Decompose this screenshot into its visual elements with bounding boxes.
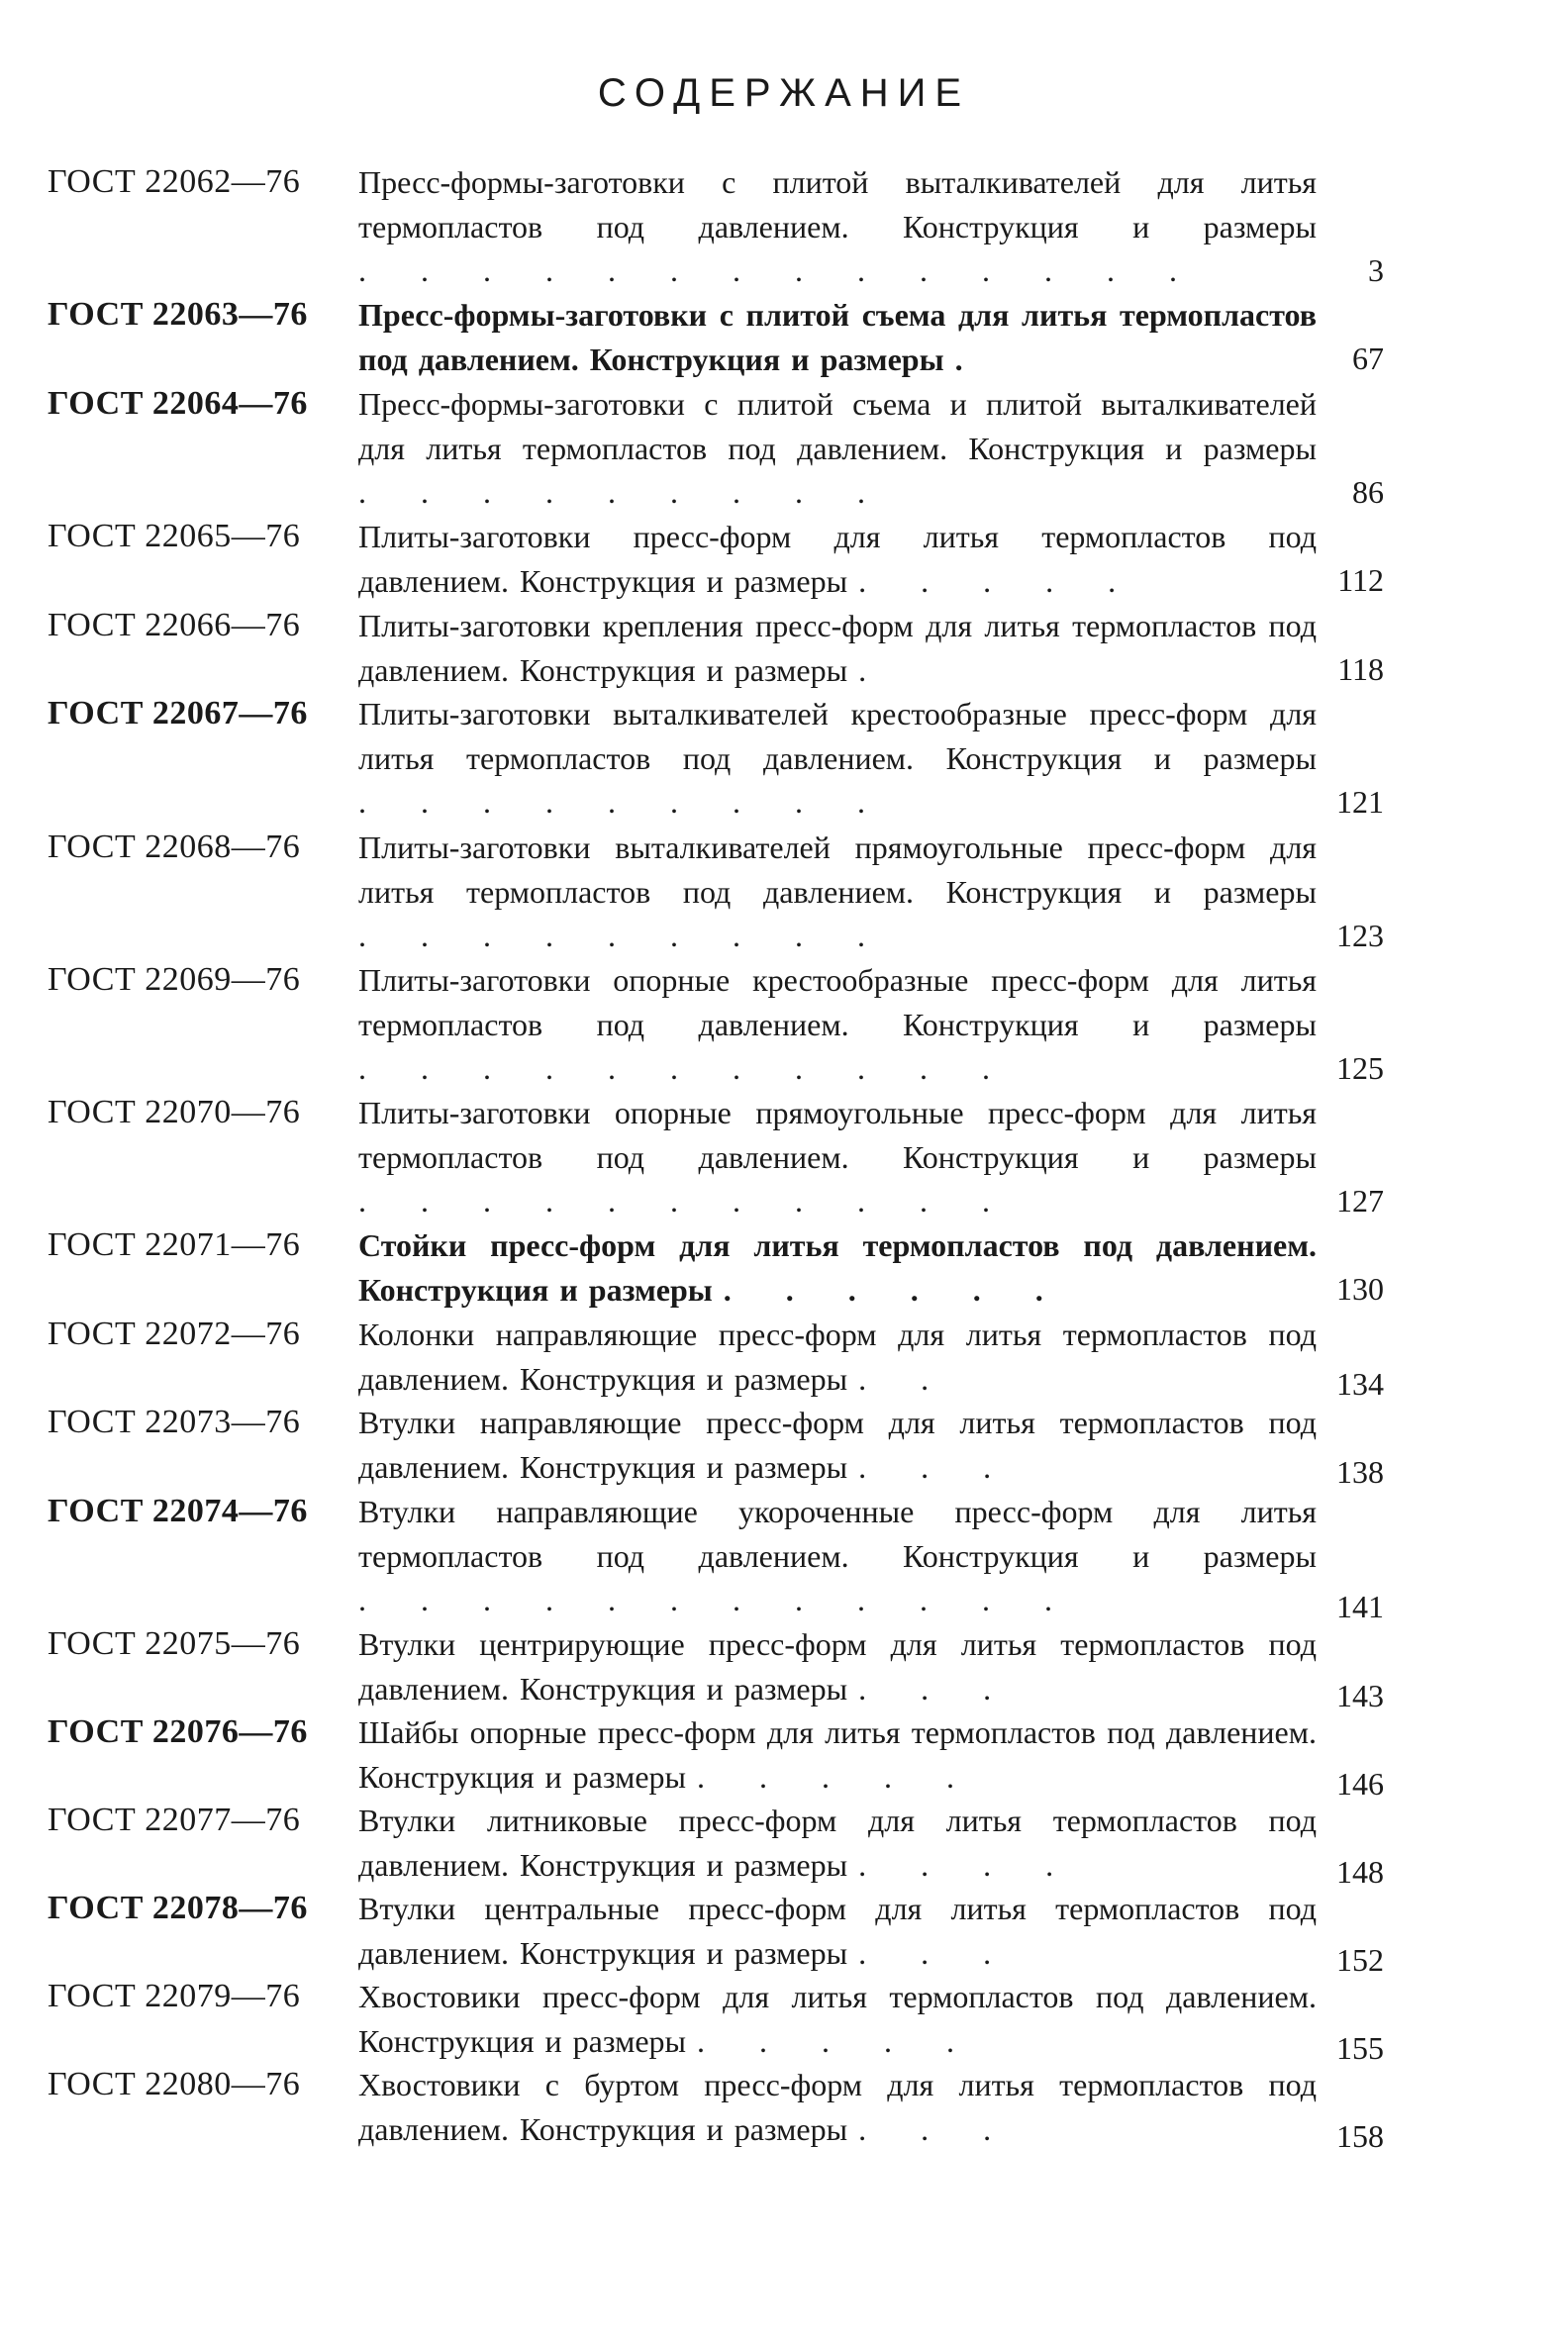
gost-code: ГОСТ 22074—76 [48, 1493, 308, 1529]
entry-title: Плиты-заготовки выталкивателей крестообразные пресс-форм для литья термопластов под давлением. Конструкция и размеры . . . . . . . . . [358, 696, 1317, 820]
entry-text: Плиты-заготовки опорные прямоугольные пресс-форм для литья термопластов под давлением. Конструкция и размеры [358, 1095, 1317, 1175]
gost-code: ГОСТ 22069—76 [48, 961, 301, 998]
entry-title: Втулки литниковые пресс-форм для литья термопластов под давлением. Конструкция и размеры . . . . [358, 1803, 1317, 1883]
gost-code: ГОСТ 22076—76 [48, 1713, 308, 1750]
entry-title: Хвостовики пресс-форм для литья термопластов под давлением. Конструкция и размеры . . . . . [358, 1979, 1317, 2059]
entry-text: Втулки направляющие пресс-форм для литья термопластов под давлением. Конструкция и размеры [358, 1405, 1317, 1485]
entry-text: Плиты-заготовки пресс-форм для литья термопластов под давлением. Конструкция и размеры [358, 519, 1317, 599]
entry-title: Втулки центральные пресс-форм для литья термопластов под давлением. Конструкция и размеры . . . [358, 1891, 1317, 1971]
entry-title: Втулки направляющие укороченные пресс-форм для литья термопластов под давлением. Конструкция и размеры . . . . . . . . . . . . [358, 1494, 1317, 1617]
page-number: 130 [1336, 1271, 1384, 1307]
entry-text: Пресс-формы-заготовки с плитой выталкивателей для литья термопластов под давлением. Конструкция и размеры [358, 164, 1317, 244]
page-number: 112 [1337, 562, 1384, 598]
entry-title: Колонки направляющие пресс-форм для литья термопластов под давлением. Конструкция и размеры . . [358, 1317, 1317, 1397]
gost-code: ГОСТ 22063—76 [48, 296, 308, 333]
gost-code: ГОСТ 22062—76 [48, 163, 301, 200]
gost-code: ГОСТ 22077—76 [48, 1802, 301, 1838]
page-number: 155 [1336, 2030, 1384, 2066]
entry-text: Плиты-заготовки выталкивателей крестообразные пресс-форм для литья термопластов под давлением. Конструкция и размеры [358, 696, 1317, 776]
entry-title: Плиты-заготовки опорные крестообразные пресс-форм для литья термопластов под давлением. Конструкция и размеры . . . . . . . . . . . [358, 962, 1317, 1086]
entry-text: Пресс-формы-заготовки с плитой съема для литья термопластов под давлением. Конструкция и размеры [358, 297, 1317, 377]
page-number: 138 [1336, 1454, 1384, 1490]
gost-code: ГОСТ 22068—76 [48, 829, 301, 865]
page-number: 118 [1337, 651, 1384, 687]
page-number: 141 [1336, 1589, 1384, 1624]
page-number: 121 [1336, 784, 1384, 820]
gost-code: ГОСТ 22071—76 [48, 1226, 301, 1263]
page-number: 158 [1336, 2118, 1384, 2154]
gost-code: ГОСТ 22080—76 [48, 2066, 301, 2102]
page-number: 127 [1336, 1183, 1384, 1219]
gost-code: ГОСТ 22064—76 [48, 385, 308, 422]
entry-text: Хвостовики пресс-форм для литья термопластов под давлением. Конструкция и размеры [358, 1979, 1317, 2059]
entry-title: Плиты-заготовки опорные прямоугольные пресс-форм для литья термопластов под давлением. Конструкция и размеры . . . . . . . . . . . [358, 1095, 1317, 1219]
page-number: 134 [1336, 1366, 1384, 1402]
entry-title: Хвостовики с буртом пресс-форм для литья термопластов под давлением. Конструкция и размеры . . . [358, 2067, 1317, 2147]
gost-code: ГОСТ 22067—76 [48, 695, 308, 732]
entry-text: Хвостовики с буртом пресс-форм для литья термопластов под давлением. Конструкция и размеры [358, 2067, 1317, 2147]
page-number: 67 [1352, 341, 1384, 376]
page-number: 125 [1336, 1050, 1384, 1086]
entry-title: Пресс-формы-заготовки с плитой выталкивателей для литья термопластов под давлением. Конструкция и размеры . . . . . . . . . . . . . . [358, 164, 1317, 288]
entry-text: Колонки направляющие пресс-форм для литья термопластов под давлением. Конструкция и размеры [358, 1317, 1317, 1397]
entry-text: Втулки центральные пресс-форм для литья термопластов под давлением. Конструкция и размеры [358, 1891, 1317, 1971]
page-number: 86 [1352, 474, 1384, 510]
page-number: 148 [1336, 1854, 1384, 1890]
page-number: 143 [1336, 1678, 1384, 1713]
entry-text: Шайбы опорные пресс-форм для литья термопластов под давлением. Конструкция и размеры [358, 1714, 1317, 1795]
gost-code: ГОСТ 22066—76 [48, 607, 301, 643]
gost-code: ГОСТ 22073—76 [48, 1404, 301, 1440]
entry-text: Плиты-заготовки опорные крестообразные пресс-форм для литья термопластов под давлением. Конструкция и размеры [358, 962, 1317, 1042]
page-number: 123 [1336, 918, 1384, 953]
entry-text: Втулки литниковые пресс-форм для литья термопластов под давлением. Конструкция и размеры [358, 1803, 1317, 1883]
gost-code: ГОСТ 22072—76 [48, 1316, 301, 1352]
gost-code: ГОСТ 22065—76 [48, 518, 301, 554]
page-number: 152 [1336, 1942, 1384, 1978]
entry-title: Шайбы опорные пресс-форм для литья термопластов под давлением. Конструкция и размеры . . . . . [358, 1714, 1317, 1795]
entry-title: Пресс-формы-заготовки с плитой съема и плитой выталкивателей для литья термопластов под давлением. Конструкция и размеры . . . . . . . . . [358, 386, 1317, 510]
entry-text: Втулки направляющие укороченные пресс-форм для литья термопластов под давлением. Конструкция и размеры [358, 1494, 1317, 1574]
entry-text: Стойки пресс-форм для литья термопластов под давлением. Конструкция и размеры [358, 1227, 1317, 1308]
entry-text: Втулки центрирующие пресс-форм для литья термопластов под давлением. Конструкция и размеры [358, 1626, 1317, 1707]
entry-text: Пресс-формы-заготовки с плитой съема и плитой выталкивателей для литья термопластов под давлением. Конструкция и размеры [358, 386, 1317, 466]
entry-title: Плиты-заготовки крепления пресс-форм для литья термопластов под давлением. Конструкция и размеры . [358, 608, 1317, 688]
gost-code: ГОСТ 22070—76 [48, 1094, 301, 1130]
entry-title: Втулки центрирующие пресс-форм для литья термопластов под давлением. Конструкция и размеры . . . [358, 1626, 1317, 1707]
gost-code: ГОСТ 22078—76 [48, 1890, 308, 1926]
entry-title: Стойки пресс-форм для литья термопластов под давлением. Конструкция и размеры . . . . . . [358, 1227, 1317, 1308]
gost-code: ГОСТ 22079—76 [48, 1978, 301, 2014]
page-number: 146 [1336, 1766, 1384, 1802]
page-title: СОДЕРЖАНИЕ [597, 71, 971, 115]
entry-text: Плиты-заготовки выталкивателей прямоугольные пресс-форм для литья термопластов под давлением. Конструкция и размеры [358, 829, 1317, 910]
entry-title: Пресс-формы-заготовки с плитой съема для литья термопластов под давлением. Конструкция и размеры . [358, 297, 1317, 377]
entry-title: Плиты-заготовки выталкивателей прямоугольные пресс-форм для литья термопластов под давлением. Конструкция и размеры . . . . . . . . . [358, 829, 1317, 953]
entry-title: Плиты-заготовки пресс-форм для литья термопластов под давлением. Конструкция и размеры . . . . . [358, 519, 1317, 599]
entry-text: Плиты-заготовки крепления пресс-форм для литья термопластов под давлением. Конструкция и размеры [358, 608, 1317, 688]
gost-code: ГОСТ 22075—76 [48, 1625, 301, 1662]
entry-title: Втулки направляющие пресс-форм для литья термопластов под давлением. Конструкция и размеры . . . [358, 1405, 1317, 1485]
page-number: 3 [1368, 252, 1384, 288]
